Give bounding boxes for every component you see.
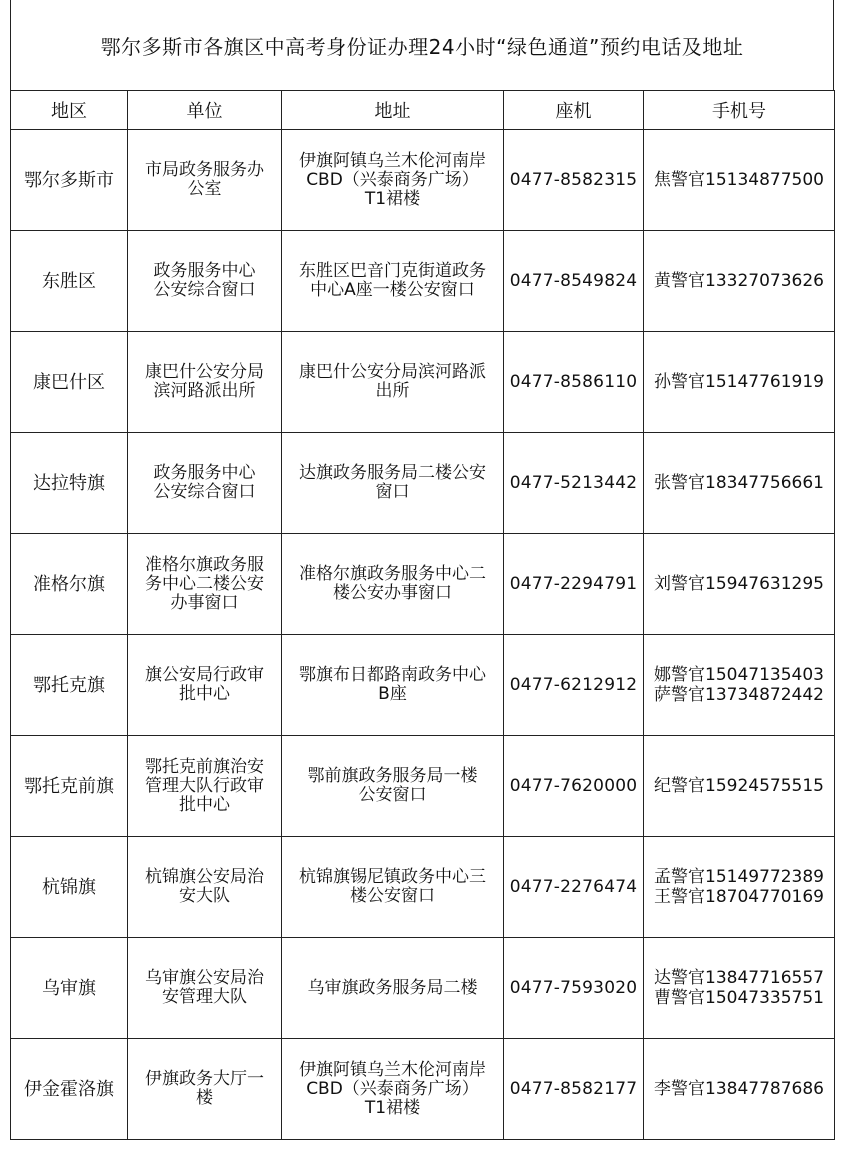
cell-region: 伊金霍洛旗 (11, 1039, 128, 1140)
cell-address-line: 出所 (375, 381, 410, 401)
cell-unit-line: 鄂托克前旗治安 (145, 756, 264, 777)
table-row (11, 332, 835, 433)
header-region: 地区 (11, 91, 128, 130)
cell-landline: 0477-8582177 (504, 1039, 644, 1140)
cell-region: 鄂托克旗 (11, 635, 128, 736)
cell-mobile (644, 1039, 835, 1140)
cell-address-line: 鄂前旗政务服务局一楼 (307, 766, 478, 786)
contact-table (10, 90, 835, 1140)
cell-unit (128, 837, 282, 938)
cell-unit (128, 433, 282, 534)
cell-mobile (644, 534, 835, 635)
cell-address-line: 窗口 (375, 482, 410, 502)
cell-region: 鄂托克前旗 (11, 736, 128, 837)
cell-address (282, 837, 504, 938)
cell-landline: 0477-7593020 (504, 938, 644, 1039)
cell-unit-line: 公室 (187, 179, 222, 199)
cell-unit-line: 政务服务中心 (153, 463, 256, 483)
table-row (11, 938, 835, 1039)
cell-address (282, 231, 504, 332)
header-mobile: 手机号 (644, 91, 835, 130)
table-row (11, 837, 835, 938)
table-row (11, 736, 835, 837)
cell-address-line: T1裙楼 (364, 188, 421, 209)
cell-landline: 0477-6212912 (504, 635, 644, 736)
cell-region: 东胜区 (11, 231, 128, 332)
cell-mobile (644, 231, 835, 332)
cell-address-line: 鄂旗布日都路南政务中心 (299, 665, 486, 685)
cell-unit-line: 批中心 (179, 684, 230, 704)
cell-landline: 0477-7620000 (504, 736, 644, 837)
cell-mobile-line: 萨警官13734872442 (654, 685, 824, 705)
table-row (11, 635, 835, 736)
cell-landline: 0477-5213442 (504, 433, 644, 534)
table-row (11, 1039, 835, 1140)
cell-mobile-line: 王警官18704770169 (654, 887, 824, 907)
cell-unit (128, 736, 282, 837)
cell-mobile (644, 837, 835, 938)
cell-address (282, 332, 504, 433)
cell-unit (128, 332, 282, 433)
cell-mobile-line: 孟警官15149772389 (654, 867, 824, 887)
cell-unit-line: 旗公安局行政审 (145, 665, 264, 685)
cell-region: 杭锦旗 (11, 837, 128, 938)
cell-unit (128, 1039, 282, 1140)
cell-mobile (644, 736, 835, 837)
cell-address-line: 准格尔旗政务服务中心二 (299, 564, 486, 584)
table-row (11, 231, 835, 332)
cell-mobile-line: 娜警官15047135403 (654, 665, 824, 685)
cell-unit (128, 938, 282, 1039)
cell-address (282, 433, 504, 534)
cell-region: 康巴什区 (11, 332, 128, 433)
cell-address-line: T1裙楼 (364, 1097, 421, 1118)
cell-unit-line: 伊旗政务大厅一 (145, 1069, 264, 1089)
cell-mobile-line: 达警官13847716557 (654, 968, 824, 988)
header-landline: 座机 (504, 91, 644, 130)
table-row (11, 534, 835, 635)
cell-mobile-line: 纪警官15924575515 (654, 776, 824, 796)
cell-unit (128, 635, 282, 736)
header-address: 地址 (282, 91, 504, 130)
cell-address-line: 乌审旗政务服务局二楼 (307, 977, 478, 998)
cell-unit-line: 公安综合窗口 (153, 280, 256, 300)
cell-landline: 0477-2294791 (504, 534, 644, 635)
cell-unit (128, 534, 282, 635)
cell-address-line: 公安窗口 (358, 785, 427, 805)
table-row (11, 130, 835, 231)
cell-unit-line: 楼 (196, 1088, 213, 1108)
cell-region: 鄂尔多斯市 (11, 130, 128, 231)
cell-unit-line: 康巴什公安分局 (145, 362, 264, 382)
cell-landline: 0477-8549824 (504, 231, 644, 332)
cell-unit-line: 乌审旗公安局治 (145, 968, 264, 988)
cell-address-line: 中心A座一楼公安窗口 (310, 280, 475, 300)
table-body (11, 130, 835, 1140)
cell-region: 乌审旗 (11, 938, 128, 1039)
cell-address-line: CBD（兴泰商务广场） (306, 169, 479, 190)
cell-landline: 0477-8582315 (504, 130, 644, 231)
cell-address (282, 938, 504, 1039)
cell-address-line: B座 (378, 684, 407, 704)
cell-unit-line: 批中心 (179, 794, 230, 815)
cell-mobile-line: 李警官13847787686 (654, 1079, 824, 1099)
cell-unit (128, 130, 282, 231)
cell-unit-line: 办事窗口 (170, 592, 239, 613)
cell-address (282, 635, 504, 736)
cell-mobile-line: 孙警官15147761919 (654, 372, 824, 392)
cell-address-line: 伊旗阿镇乌兰木伦河南岸 (299, 150, 486, 171)
header-unit: 单位 (128, 91, 282, 130)
cell-address-line: 东胜区巴音门克街道政务 (299, 261, 486, 281)
cell-region: 准格尔旗 (11, 534, 128, 635)
cell-landline: 0477-2276474 (504, 837, 644, 938)
cell-mobile-line: 张警官18347756661 (654, 473, 824, 493)
cell-mobile (644, 332, 835, 433)
cell-unit-line: 滨河路派出所 (153, 381, 256, 401)
cell-address-line: 楼公安窗口 (350, 886, 435, 906)
cell-mobile-line: 黄警官13327073626 (654, 271, 824, 291)
cell-unit-line: 杭锦旗公安局治 (145, 867, 264, 887)
cell-region: 达拉特旗 (11, 433, 128, 534)
cell-unit-line: 准格尔旗政务服 (145, 554, 264, 575)
cell-unit-line: 政务服务中心 (153, 261, 256, 281)
cell-address-line: CBD（兴泰商务广场） (306, 1078, 479, 1099)
cell-mobile (644, 433, 835, 534)
table-header-row (11, 91, 835, 130)
cell-landline: 0477-8586110 (504, 332, 644, 433)
cell-unit-line: 务中心二楼公安 (145, 573, 264, 594)
cell-unit-line: 安管理大队 (162, 987, 247, 1007)
cell-address (282, 1039, 504, 1140)
cell-mobile-line: 刘警官15947631295 (654, 574, 824, 594)
cell-mobile (644, 635, 835, 736)
cell-mobile-line: 焦警官15134877500 (654, 170, 824, 190)
cell-unit-line: 公安综合窗口 (153, 482, 256, 502)
cell-unit-line: 安大队 (179, 886, 230, 906)
cell-unit-line: 管理大队行政审 (145, 775, 264, 796)
cell-address (282, 736, 504, 837)
cell-address-line: 康巴什公安分局滨河路派 (299, 362, 486, 382)
cell-unit (128, 231, 282, 332)
cell-mobile-line: 曹警官15047335751 (654, 988, 824, 1008)
cell-address-line: 杭锦旗锡尼镇政务中心三 (299, 867, 486, 887)
cell-address-line: 伊旗阿镇乌兰木伦河南岸 (299, 1059, 486, 1080)
cell-address (282, 534, 504, 635)
cell-address-line: 楼公安办事窗口 (333, 583, 452, 603)
cell-address (282, 130, 504, 231)
table-row (11, 433, 835, 534)
document-title: 鄂尔多斯市各旗区中高考身份证办理24小时“绿色通道”预约电话及地址 (10, 0, 834, 90)
cell-unit-line: 市局政务服务办 (145, 160, 264, 180)
cell-mobile (644, 130, 835, 231)
cell-address-line: 达旗政务服务局二楼公安 (299, 463, 486, 483)
cell-mobile (644, 938, 835, 1039)
